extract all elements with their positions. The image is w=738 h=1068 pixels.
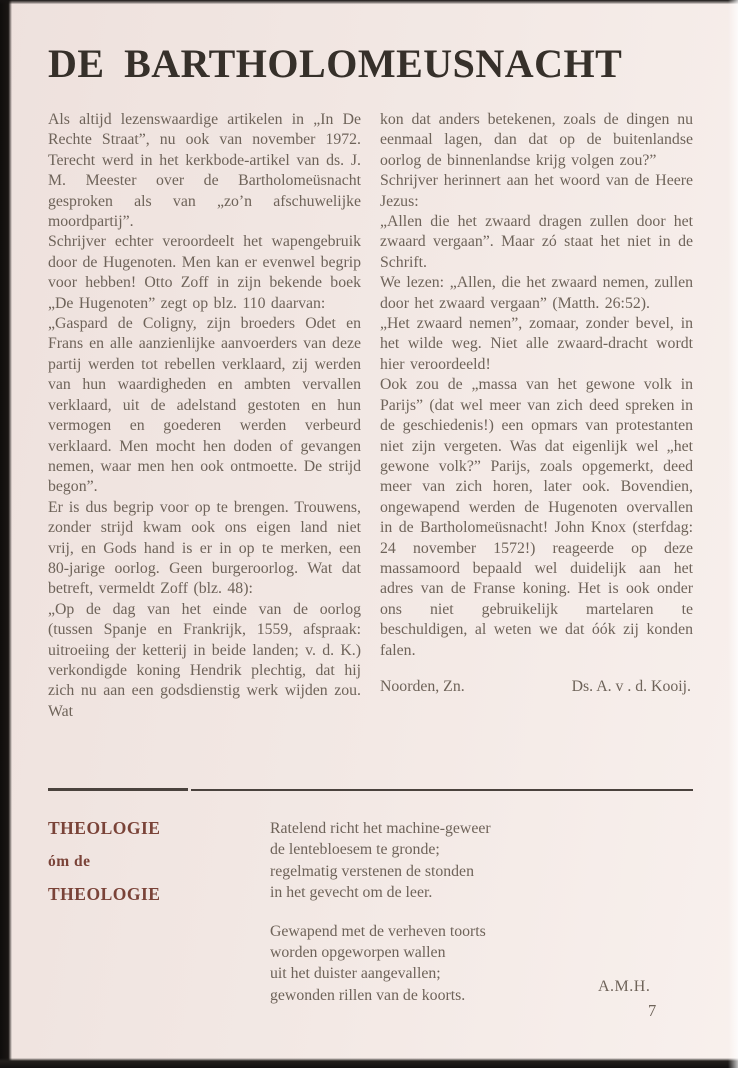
poem-stanza [270,921,491,1007]
article-paragraph: „Allen die het zwaard dragen zullen door het zwaard vergaan”. Maar zó staat het niet in de Schrift. [380,213,693,271]
poem-line: de lentebloesem te gronde; [270,841,440,859]
poem-stanza [270,818,491,904]
section-divider-rule [48,788,693,792]
scan-edge-top [0,0,738,4]
article-paragraph: kon dat anders betekenen, zoals de dingen nu eenmaal lagen, dan dat op de buitenlandse oorlog de binnenlandse krijg volgen zou?” [380,111,693,169]
divider-segment [191,789,693,791]
page-title: DE BARTHOLOMEUSNACHT [48,41,623,86]
article-paragraph: Ook zou de „massa van het gewone volk in Parijs” (dat wel meer van zich deed spreken in de geschiedenis!) een opmars van protestanten niet zijn vergeten. Was dat eigenlijk wel „het gewone volk?” Parijs, zoals opgemerkt, deed meer van zich horen, later ook. Bovendien, ongewapend werden de Hugenoten overvallen in de Bartholomeüsnacht! John Knox (sterfdag: 24 november 1572!) reageerde op deze massamoord bepaald wel duidelijk aan het adres van de Franse koning. Het is ook onder ons niet gebruikelijk martelaren te beschuldigen, al weten we dat óók zij konden falen. [380,376,693,659]
signature-author-right: Ds. A. v . d. Kooij. [571,677,691,695]
article-paragraph: Als altijd lezenswaardige artikelen in „In De Rechte Straat”, nu ook van november 1972. Terecht werd in het kerkbode-artikel van ds. J. M. Meester over de Bartholomeüsnacht gesproken als van „zo’n afschuwelijke moordpartij”. [48,111,361,231]
heading-line: THEOLOGIE [48,818,161,838]
divider-segment [48,788,188,791]
article-paragraph: Er is dus begrip voor op te brengen. Trouwens, zonder strijd kwam ook ons eigen land niet vrij, en Gods hand is er in op te merken, een 80-jarige oorlog. Geen burgeroorlog. Wat dat betreft, vermeldt Zoff (blz. 48): [48,498,361,598]
theologie-heading [48,818,160,905]
page-number: 7 [648,1001,657,1020]
article-body [48,110,693,722]
article-paragraph: „Gaspard de Coligny, zijn broeders Odet en Frans en alle aanzienlijke aanvoerders van deze partij werden tot rebellen verklaard, zij werden van hun waardigheden en ambten vervallen verklaard, uit de adelstand gestoten en hun vermogen en goederen werden verbeurd verklaard. Men mocht hen doden of gevangen nemen, waar men hen ook ontmoette. De strijd begon”. [48,315,361,496]
poem-line: Gewapend met de verheven toorts [270,922,486,940]
poem-line: uit het duister aangevallen; [270,965,441,983]
poem-line: in het gevecht om de leer. [270,884,433,902]
article-paragraph: We lezen: „Allen, die het zwaard nemen, zullen door het zwaard vergaan” (Matth. 26:52). [380,274,693,312]
article-paragraph: „Het zwaard nemen”, zomaar, zonder bevel, in het wilde weg. Niet alle zwaard-dracht wordt hier veroordeeld! [380,315,693,373]
article-paragraph: „Op de dag van het einde van de oorlog (tussen Spanje en Frankrijk, 1559, afspraak: uitroeiing der ketterij in beide landen; v. d. K.) verkondigde koning Hendrik plechtig, dat hij zich nu aan een godsdienstig werk wijden zou. Wat [48,600,361,720]
scan-edge-left [0,0,12,1068]
poem-line: Ratelend richt het machine-geweer [270,820,491,837]
poem-line: gewonden rillen van de koorts. [270,986,466,1004]
poem-attribution: A.M.H. [598,978,651,995]
article-paragraph: Schrijver echter veroordeelt het wapengebruik door de Hugenoten. Men kan er evenwel begrip voor hebben! Otto Zoff in zijn bekende boek „De Hugenoten” zegt op blz. 110 daarvan: [48,233,361,312]
heading-line: THEOLOGIE [48,884,161,904]
signature-author-left: Noorden, Zn. [380,677,465,695]
scan-edge-bottom [0,1058,738,1068]
poem [270,818,491,1023]
scan-edge-right [728,0,738,1068]
article-paragraph: Schrijver herinnert aan het woord van de Heere Jezus: [380,172,693,210]
poem-line: regelmatig verstenen de stonden [270,862,474,880]
article-column-right [380,110,693,722]
heading-line: óm de [48,853,91,870]
article-column-left [48,110,361,722]
signature-line [380,677,693,697]
poem-line: worden opgeworpen wallen [270,944,446,962]
